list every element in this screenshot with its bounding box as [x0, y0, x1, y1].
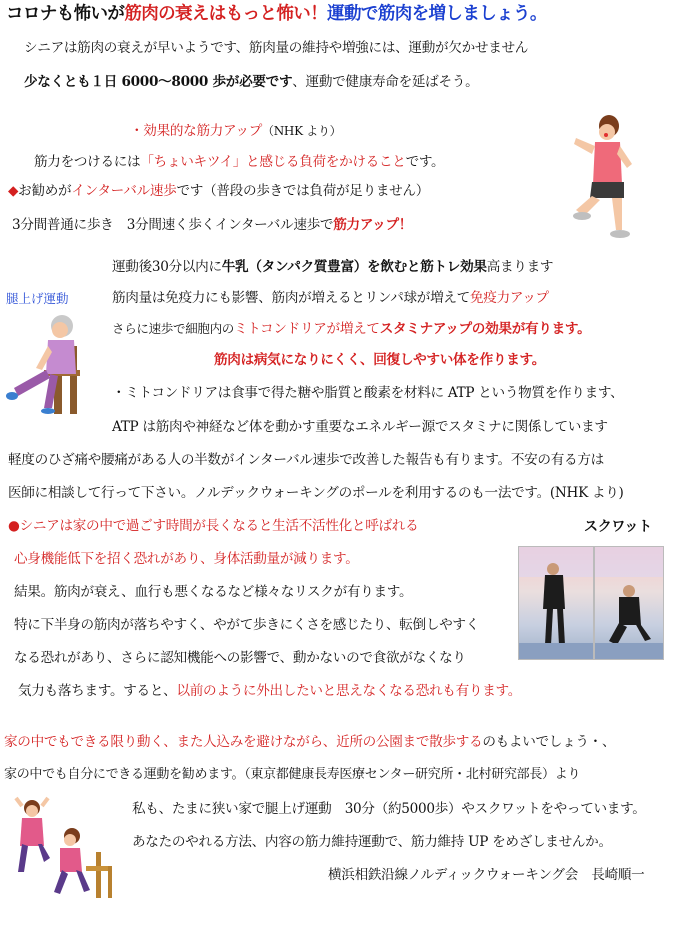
home-line5: なる恐れがあり、さらに認知機能への影響で、動かないので食欲がなくなり — [14, 650, 466, 666]
seated-leg-raise-illustration — [4, 312, 86, 416]
training-heading-line — [130, 124, 341, 140]
training-line3-red: 筋力アップ！ — [333, 217, 413, 233]
training-line2-post: です（普段の歩きでは負荷が足りません） — [176, 183, 430, 199]
home-line2: 心身機能低下を招く恐れがあり、身体活動量が減ります。 — [14, 551, 359, 567]
effects-mito-line — [112, 322, 590, 338]
training-line1-post: です。 — [405, 154, 445, 170]
intro-line2 — [24, 75, 478, 91]
effects-milk-bold: 牛乳（タンパク質豊富）を飲むと筋トレ効果 — [221, 259, 487, 275]
home-line1-text: シニアは家の中で過ごす時間が長くなると生活不活性化と呼ばれる — [19, 518, 419, 534]
home-line6-red: 以前のように外出したいと思えなくなる恐れも有ります。 — [176, 683, 521, 699]
closing-line3: 私も、たまに狭い家で腿上げ運動 30分（約5000歩）やスクワットをやっています。 — [132, 801, 646, 817]
effects-immune-line — [112, 291, 549, 307]
mito-line2: ATP は筋肉や神経など体を動かす重要なエネルギー源でスタミナに関係しています — [112, 419, 608, 435]
intro-steps-bold: 少なくとも１日 6000～8000 歩が必要です — [24, 74, 293, 90]
training-line1 — [34, 155, 444, 171]
mito-line3: 軽度のひざ痛や腰痛がある人の半数がインターバル速歩で改善した報告も有ります。不安の有る方は — [8, 452, 604, 468]
training-line2 — [8, 184, 429, 200]
headline — [6, 4, 547, 24]
closing-line2: 家の中でも自分にできる運動を勧めます。（東京都健康長寿医療センター研究所・北村研究部長）より — [4, 767, 581, 782]
closing-line4: あなたのやれる方法、内容の筋力維持運動で、筋力維持 UP をめざしませんか。 — [132, 834, 612, 850]
squat-label: スクワット — [584, 519, 652, 535]
effects-mito-red2: スタミナアップの効果が有ります。 — [379, 321, 591, 337]
closing-line1 — [4, 735, 615, 751]
home-line3: 結果。筋肉が衰え、血行も悪くなるなど様々なリスクが有ります。 — [14, 584, 413, 600]
home-line6 — [18, 684, 521, 700]
training-line1-red: 「ちょいキツイ」と感じる負荷をかけること — [140, 154, 406, 170]
effects-milk-line — [112, 260, 553, 276]
closing-line1-post: のもよいでしょう・、 — [482, 734, 616, 750]
squat-photo-standing — [518, 546, 594, 660]
effects-immune-pre: 筋肉量は免疫力にも影響、筋肉が増えるとリンパ球が増えて — [112, 290, 470, 306]
side-label-knee-raise: 腿上げ運動 — [6, 291, 69, 306]
training-line3-pre: 3分間普通に歩き 3分間速く歩くインターバル速歩で — [12, 217, 334, 233]
squat-photo-crouching — [594, 546, 664, 660]
home-line4: 特に下半身の筋肉が落ちやすく、やがて歩きにくさを感じたり、転倒しやすく — [14, 617, 480, 633]
knee-raise-woman-illustration — [562, 112, 638, 246]
training-heading: ・効果的な筋力アップ — [130, 123, 262, 139]
training-line3 — [12, 218, 412, 234]
mito-line1: ・ミトコンドリアは食事で得た糖や脂質と酸素を材料に ATP という物質を作ります、 — [112, 385, 624, 401]
intro-line2-rest: 、運動で健康寿命を延ばそう。 — [292, 74, 479, 90]
closing-line1-red: 家の中でもできる限り動く、また人込みを避けながら、近所の公園まで散歩する — [4, 734, 483, 750]
training-line2-red: インターバル速歩 — [71, 183, 177, 199]
training-line1-pre: 筋力をつけるには — [34, 154, 141, 170]
headline-part3: 運動で筋肉を増しましょう。 — [327, 4, 547, 24]
effects-milk-pre: 運動後30分以内に — [112, 259, 222, 275]
two-women-exercise-illustration — [10, 796, 116, 900]
home-line1 — [8, 519, 418, 535]
signature: 横浜相鉄沿線ノルディックウォーキング会 長崎順一 — [328, 867, 645, 883]
training-source: （NHK より） — [262, 124, 342, 138]
intro-line1: シニアは筋肉の衰えが早いようです、筋肉量の維持や増強には、運動が欠かせません — [24, 40, 529, 56]
effects-immune-red: 免疫力アップ — [469, 290, 549, 306]
effects-mito-red1: ミトコンドリアが増えて — [234, 321, 380, 337]
effects-recover-line: 筋肉は病気になりにくく、回復しやすい体を作ります。 — [214, 352, 545, 368]
effects-milk-post: 高まります — [486, 259, 554, 275]
headline-part1: コロナも怖いが — [6, 4, 125, 24]
circle-bullet: ● — [8, 518, 20, 534]
headline-part2: 筋肉の衰えはもっと怖い！ — [124, 4, 328, 24]
home-line6-pre: 気力も落ちます。すると、 — [18, 683, 177, 699]
mito-line4: 医師に相談して行って下さい。ノルデックウォーキングのポールを利用するのも一法です。(NHK より) — [8, 485, 624, 501]
effects-mito-pre: さらに速歩で細胞内の — [112, 321, 235, 336]
diamond-bullet: ◆ — [8, 183, 19, 199]
training-line2-pre: お勧めが — [18, 183, 72, 199]
